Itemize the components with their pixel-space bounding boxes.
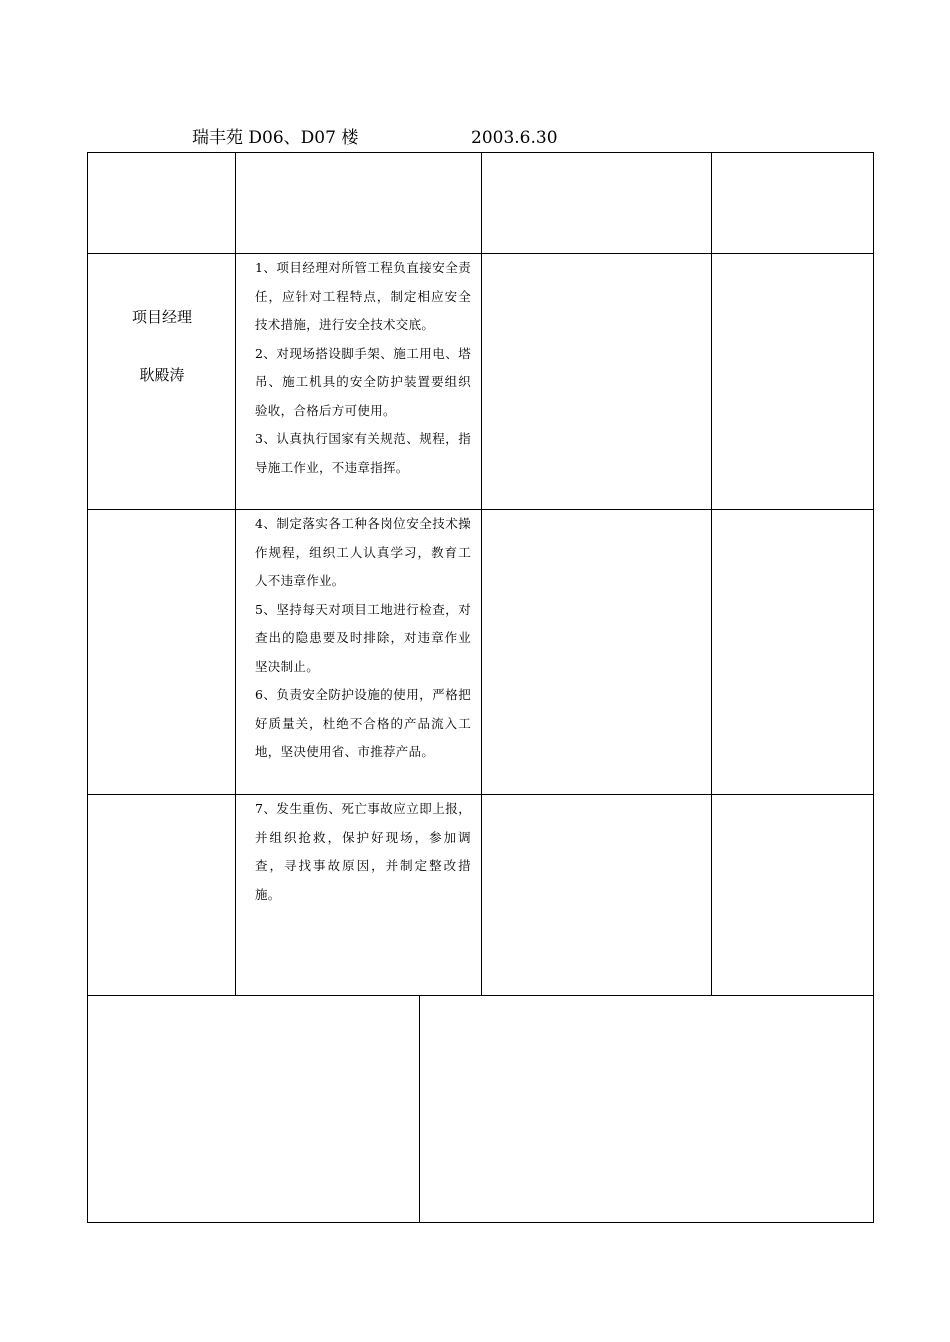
duties-section-2 xyxy=(255,510,471,767)
column-divider xyxy=(419,996,420,1222)
row-divider xyxy=(88,509,873,510)
duty-item: 4、制定落实各工种各岗位安全技术操作规程，组织工人认真学习，教育工人不违章作业。 xyxy=(255,516,471,588)
document-date: 2003.6.30 xyxy=(471,128,558,148)
person-role: 项目经理 xyxy=(131,308,192,326)
duty-item: 7、发生重伤、死亡事故应立即上报，并组织抢救，保护好现场，参加调查，寻找事故原因，并制定整改措施。 xyxy=(255,801,471,902)
duties-section-1 xyxy=(255,254,471,482)
signature-table xyxy=(87,995,874,1223)
duty-item: 5、坚持每天对项目工地进行检查，对查出的隐患要及时排除，对违章作业坚决制止。 xyxy=(255,601,471,674)
row-divider xyxy=(88,794,873,795)
duty-item: 2、对现场搭设脚手架、施工用电、塔吊、施工机具的安全防护装置要组织验收，合格后方可使用。 xyxy=(255,345,471,418)
duty-item: 1、项目经理对所管工程负直接安全责任，应针对工程特点，制定相应安全技术措施，进行安全技术交底。 xyxy=(255,260,471,332)
duty-item: 6、负责安全防护设施的使用，严格把好质量关，杜绝不合格的产品流入工地，坚决使用省、市推荐产品。 xyxy=(255,687,471,759)
column-divider xyxy=(235,153,236,995)
document-header xyxy=(0,126,950,150)
project-title: 瑞丰苑 D06、D07 楼 xyxy=(192,128,359,148)
column-divider xyxy=(481,153,482,995)
person-name: 耿殿涛 xyxy=(139,366,185,384)
duties-section-3 xyxy=(255,795,471,909)
duty-item: 3、认真执行国家有关规范、规程，指导施工作业，不违章指挥。 xyxy=(255,431,471,475)
responsibility-table xyxy=(87,152,874,996)
row-divider xyxy=(88,253,873,254)
column-divider xyxy=(711,153,712,995)
